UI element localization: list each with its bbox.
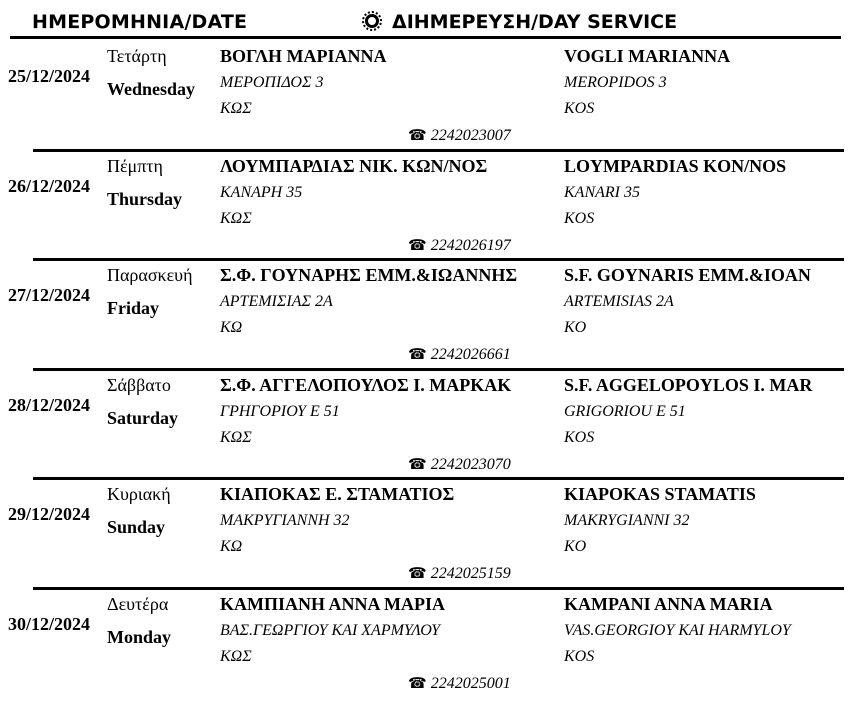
pharmacy-entry (0, 156, 851, 266)
phone-number (408, 236, 511, 255)
phone-value: 2242026197 (430, 237, 511, 254)
entry-divider (33, 477, 844, 480)
entry-divider (33, 368, 844, 371)
phone-value: 2242025159 (430, 565, 511, 582)
address-greek: ΒΑΣ.ΓΕΩΡΓΙΟΥ ΚΑΙ ΧΑΡΜΥΛΟΥ (220, 622, 441, 639)
entry-day-english: Wednesday (107, 79, 196, 99)
address-greek: ΑΡΤΕΜΙΣΙΑΣ 2Α (220, 293, 333, 310)
address-english: MEROPIDOS 3 (564, 74, 667, 91)
entry-divider (33, 587, 844, 590)
address-greek: ΜΑΚΡΥΓΙΑΝΝΗ 32 (220, 512, 350, 529)
city-greek: ΚΩ (220, 538, 243, 555)
entry-day-english: Monday (107, 627, 172, 647)
entry-day-english: Friday (107, 298, 159, 318)
page-header (10, 5, 841, 39)
phone-value: 2242023007 (430, 127, 511, 144)
city-english: KO (564, 538, 587, 555)
pharmacy-name-greek: Σ.Φ. ΓΟΥΝΑΡΗΣ ΕΜΜ.&ΙΩΑΝΝΗΣ (220, 265, 518, 285)
pharmacy-name-english: VOGLI MARIANNA (564, 46, 731, 66)
pharmacy-entry (0, 594, 851, 704)
phone-number (408, 126, 511, 145)
phone-value: 2242026661 (430, 346, 511, 363)
entry-divider (33, 149, 844, 152)
city-english: KOS (564, 100, 595, 117)
entry-divider (33, 258, 844, 261)
pharmacy-name-english: KAMPANI ANNA MARIA (564, 594, 773, 614)
entry-date: 28/12/2024 (8, 395, 91, 415)
city-english: KOS (564, 429, 595, 446)
entry-date: 25/12/2024 (8, 66, 91, 86)
entry-day-english: Thursday (107, 189, 183, 209)
phone-value: 2242023070 (430, 456, 511, 473)
phone-number (408, 564, 511, 583)
pharmacy-name-english: S.F. AGGELOPOYLOS I. MAR (564, 375, 813, 395)
pharmacy-name-greek: ΚΙΑΠΟΚΑΣ Ε. ΣΤΑΜΑΤΙΟΣ (220, 484, 455, 504)
address-english: MAKRYGIANNI 32 (564, 512, 690, 529)
entry-date: 27/12/2024 (8, 285, 91, 305)
pharmacy-entry (0, 375, 851, 485)
pharmacy-name-english: KIAPOKAS STAMATIS (564, 484, 756, 504)
entry-day-english: Saturday (107, 408, 179, 428)
pharmacy-name-greek: ΒΟΓΛΗ ΜΑΡΙΑΝΝΑ (220, 46, 387, 66)
pharmacy-name-greek: ΚΑΜΠΙΑΝΗ ΑΝΝΑ ΜΑΡΙΑ (220, 594, 445, 614)
address-english: GRIGORIOU E 51 (564, 403, 686, 420)
entry-day-english: Sunday (107, 517, 166, 537)
pharmacy-entry (0, 265, 851, 375)
pharmacy-name-english: S.F. GOYNARIS EMM.&IOAN (564, 265, 811, 285)
entry-date: 26/12/2024 (8, 176, 91, 196)
phone-number (408, 345, 511, 364)
service-title-text: ΔΙΗΜΕΡΕΥΣΗ/DAY SERVICE (392, 11, 678, 33)
phone-icon: ☎ (408, 566, 427, 582)
entry-day-greek: Δευτέρα (107, 594, 169, 614)
city-greek: ΚΩΣ (220, 210, 252, 227)
pharmacy-name-greek: ΛΟΥΜΠΑΡΔΙΑΣ ΝΙΚ. ΚΩΝ/ΝΟΣ (220, 156, 488, 176)
address-greek: ΜΕΡΟΠΙΔΟΣ 3 (220, 74, 324, 91)
entry-day-greek: Παρασκευή (107, 265, 193, 285)
pharmacy-entry (0, 484, 851, 594)
pharmacy-name-greek: Σ.Φ. ΑΓΓΕΛΟΠΟΥΛΟΣ Ι. ΜΑΡΚΑΚ (220, 375, 512, 395)
entry-day-greek: Κυριακή (107, 484, 171, 504)
city-english: KOS (564, 648, 595, 665)
phone-value: 2242025001 (430, 675, 511, 692)
city-english: KOS (564, 210, 595, 227)
phone-icon: ☎ (408, 128, 427, 144)
phone-number (408, 455, 511, 474)
phone-icon: ☎ (408, 676, 427, 692)
pharmacy-entry (0, 46, 851, 156)
phone-icon: ☎ (408, 238, 427, 254)
address-english: KANARI 35 (564, 184, 640, 201)
city-greek: ΚΩΣ (220, 429, 252, 446)
pharmacy-name-english: LOYMPARDIAS KON/NOS (564, 156, 787, 176)
city-english: KO (564, 319, 587, 336)
address-greek: ΓΡΗΓΟΡΙΟΥ Ε 51 (220, 403, 340, 420)
entry-day-greek: Σάββατο (107, 375, 171, 395)
phone-icon: ☎ (408, 457, 427, 473)
date-column-title: ΗΜΕΡΟΜΗΝΙΑ/DATE (32, 11, 248, 33)
entry-date: 29/12/2024 (8, 504, 91, 524)
service-column-title (356, 11, 677, 33)
phone-number (408, 674, 511, 693)
entry-date: 30/12/2024 (8, 614, 91, 634)
address-english: ARTEMISIAS 2A (564, 293, 674, 310)
address-greek: ΚΑΝΑΡΗ 35 (220, 184, 303, 201)
entry-day-greek: Τετάρτη (107, 46, 167, 66)
city-greek: ΚΩ (220, 319, 243, 336)
address-english: VAS.GEORGIOY KAI HARMYLOY (564, 622, 791, 639)
city-greek: ΚΩΣ (220, 648, 252, 665)
city-greek: ΚΩΣ (220, 100, 252, 117)
entry-day-greek: Πέμπτη (107, 156, 163, 176)
phone-icon: ☎ (408, 347, 427, 363)
